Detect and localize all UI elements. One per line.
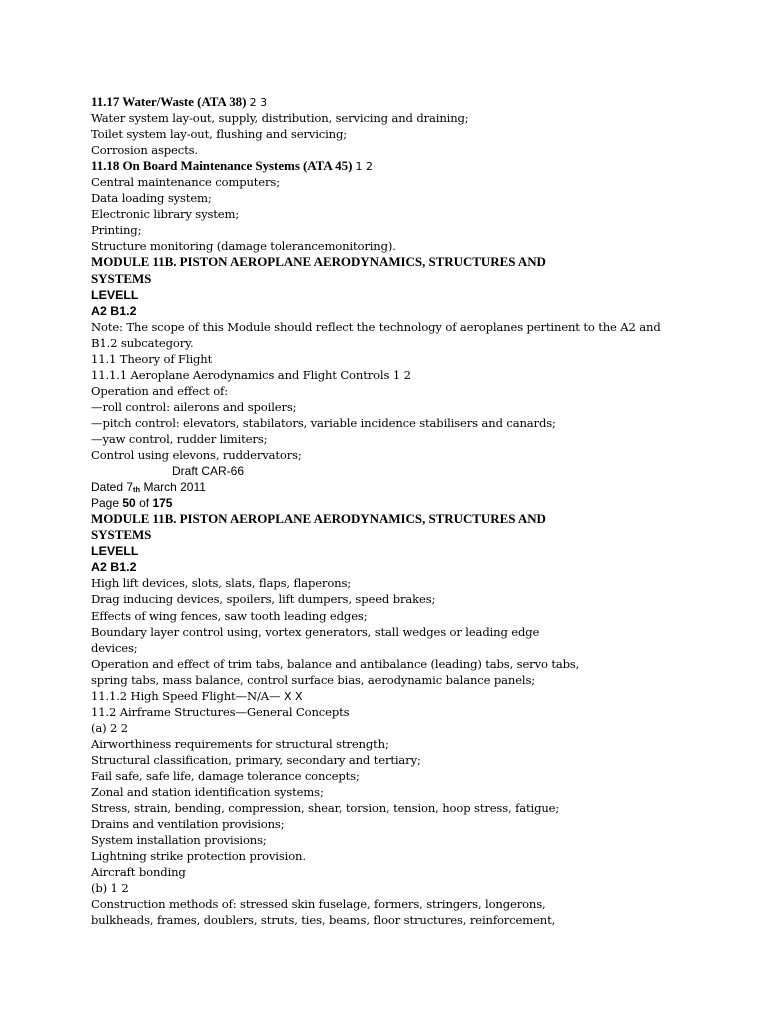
- text-line: Corrosion aspects.: [91, 143, 198, 158]
- level-values: 2 3: [249, 96, 268, 109]
- of-word: of: [139, 496, 150, 511]
- module-heading: MODULE 11B. PISTON AEROPLANE AERODYNAMICS, STRUCTURES AND: [91, 254, 546, 270]
- page-number: 50: [122, 496, 136, 511]
- text-line: (b) 1 2: [91, 881, 129, 896]
- date-prefix: Dated 7: [91, 480, 134, 495]
- date-suffix-sup: th: [133, 485, 141, 495]
- text-line: spring tabs, mass balance, control surface bias, aerodynamic balance panels;: [91, 672, 536, 687]
- text-line: Control using elevons, ruddervators;: [91, 448, 302, 463]
- subsection-title: 11.2 Airframe Structures—General Concepts: [91, 704, 350, 719]
- text-line: Fail safe, safe life, damage tolerance concepts;: [91, 768, 360, 783]
- text-line: Drag inducing devices, spoilers, lift dumpers, speed brakes;: [91, 592, 436, 607]
- module-heading: MODULE 11B. PISTON AEROPLANE AERODYNAMICS, STRUCTURES AND: [91, 511, 546, 527]
- category-label: A2 B1.2: [91, 303, 137, 318]
- level-label: LEVELL: [91, 544, 139, 559]
- level-values: X X: [283, 689, 303, 703]
- text-line: Electronic library system;: [91, 207, 240, 222]
- total-pages: 175: [152, 496, 173, 511]
- date-line: [91, 479, 751, 495]
- subsection-text: 11.1.2 High Speed Flight—N/A—: [91, 688, 281, 703]
- subsection-title: [91, 688, 751, 704]
- text-line: bulkheads, frames, doublers, struts, ties, beams, floor structures, reinforcement,: [91, 913, 556, 928]
- text-line: Drains and ventilation provisions;: [91, 817, 285, 832]
- text-line: Structure monitoring (damage tolerancemonitoring).: [91, 239, 396, 254]
- text-line: High lift devices, slots, slats, flaps, flaperons;: [91, 576, 352, 591]
- text-line: devices;: [91, 640, 138, 655]
- text-line: Lightning strike protection provision.: [91, 849, 306, 864]
- text-line: Zonal and station identification systems;: [91, 785, 324, 800]
- module-heading-cont: SYSTEMS: [91, 527, 152, 543]
- list-item: —yaw control, rudder limiters;: [91, 431, 268, 446]
- section-heading: [91, 94, 751, 110]
- text-line: (a) 2 2: [91, 720, 129, 735]
- page-number-line: [91, 495, 751, 511]
- category-label: A2 B1.2: [91, 560, 137, 575]
- text-line: Effects of wing fences, saw tooth leading edges;: [91, 608, 368, 623]
- text-line: System installation provisions;: [91, 833, 267, 848]
- level-label: LEVELL: [91, 287, 139, 302]
- text-line: Printing;: [91, 223, 142, 238]
- text-line: Operation and effect of trim tabs, balance and antibalance (leading) tabs, servo tabs,: [91, 656, 580, 671]
- text-line: Toilet system lay-out, flushing and servicing;: [91, 127, 348, 142]
- text-line: Construction methods of: stressed skin fuselage, formers, stringers, longerons,: [91, 897, 546, 912]
- text-line: Airworthiness requirements for structural strength;: [91, 736, 389, 751]
- text-line: Aircraft bonding: [91, 865, 186, 880]
- text-line: Stress, strain, bending, compression, shear, torsion, tension, hoop stress, fatigue;: [91, 801, 560, 816]
- date-rest: March 2011: [140, 480, 206, 495]
- document-page: [91, 94, 751, 928]
- note-text: Note: The scope of this Module should reflect the technology of aeroplanes pertinent to the A2 and: [91, 319, 661, 334]
- text-line: Water system lay-out, supply, distribution, servicing and draining;: [91, 111, 469, 126]
- text-line: Data loading system;: [91, 191, 212, 206]
- heading-text: 11.18 On Board Maintenance Systems (ATA 45): [91, 158, 353, 174]
- text-line: Boundary layer control using, vortex generators, stall wedges or leading edge: [91, 624, 540, 639]
- draft-label: Draft CAR-66: [172, 464, 245, 479]
- level-values: 1 2: [355, 160, 374, 174]
- heading-text: 11.17 Water/Waste (ATA 38): [91, 94, 247, 109]
- subsection-title: 11.1.1 Aeroplane Aerodynamics and Flight Controls 1 2: [91, 367, 411, 382]
- section-heading: [91, 158, 751, 174]
- page-word: Page: [91, 496, 120, 511]
- note-text-cont: B1.2 subcategory.: [91, 335, 194, 350]
- list-item: —roll control: ailerons and spoilers;: [91, 399, 297, 414]
- subsection-title: 11.1 Theory of Flight: [91, 351, 213, 366]
- module-heading-cont: SYSTEMS: [91, 270, 152, 286]
- text-line: Structural classification, primary, secondary and tertiary;: [91, 752, 421, 767]
- text-line: Central maintenance computers;: [91, 175, 280, 190]
- list-item: —pitch control: elevators, stabilators, variable incidence stabilisers and canards;: [91, 415, 556, 430]
- text-line: Operation and effect of:: [91, 383, 228, 398]
